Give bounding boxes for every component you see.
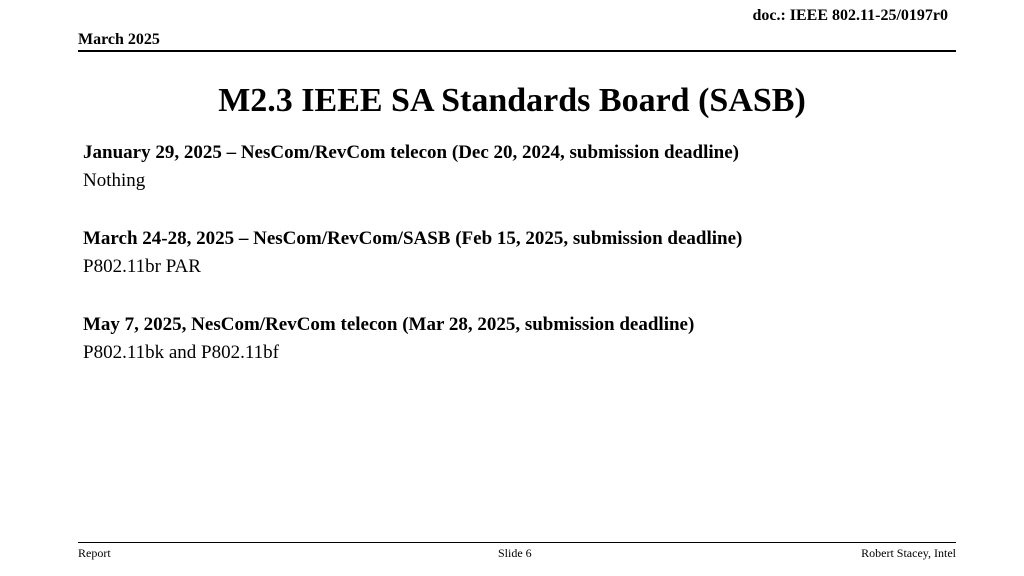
agenda-section-january [83, 140, 963, 196]
section-body: P802.11bk and P802.11bf [83, 342, 279, 363]
section-heading: January 29, 2025 – NesCom/RevCom telecon (Dec 20, 2024, submission deadline) [83, 142, 740, 163]
agenda-section-march [83, 226, 963, 282]
agenda-section-may [83, 312, 963, 368]
footer-divider [78, 542, 956, 543]
header-divider [78, 50, 956, 52]
document-reference: doc.: IEEE 802.11-25/0197r0 [752, 7, 948, 24]
footer-report-label: Report [78, 546, 111, 560]
slide-number: Slide 6 [498, 546, 532, 560]
section-body: Nothing [83, 170, 146, 191]
section-heading: May 7, 2025, NesCom/RevCom telecon (Mar 28, 2025, submission deadline) [83, 314, 695, 335]
section-body: P802.11br PAR [83, 256, 201, 277]
section-heading: March 24-28, 2025 – NesCom/RevCom/SASB (Feb 15, 2025, submission deadline) [83, 228, 743, 249]
slide-content [83, 140, 963, 398]
slide-title: M2.3 IEEE SA Standards Board (SASB) [218, 82, 806, 119]
header-date: March 2025 [78, 31, 160, 48]
footer-author: Robert Stacey, Intel [861, 546, 956, 560]
